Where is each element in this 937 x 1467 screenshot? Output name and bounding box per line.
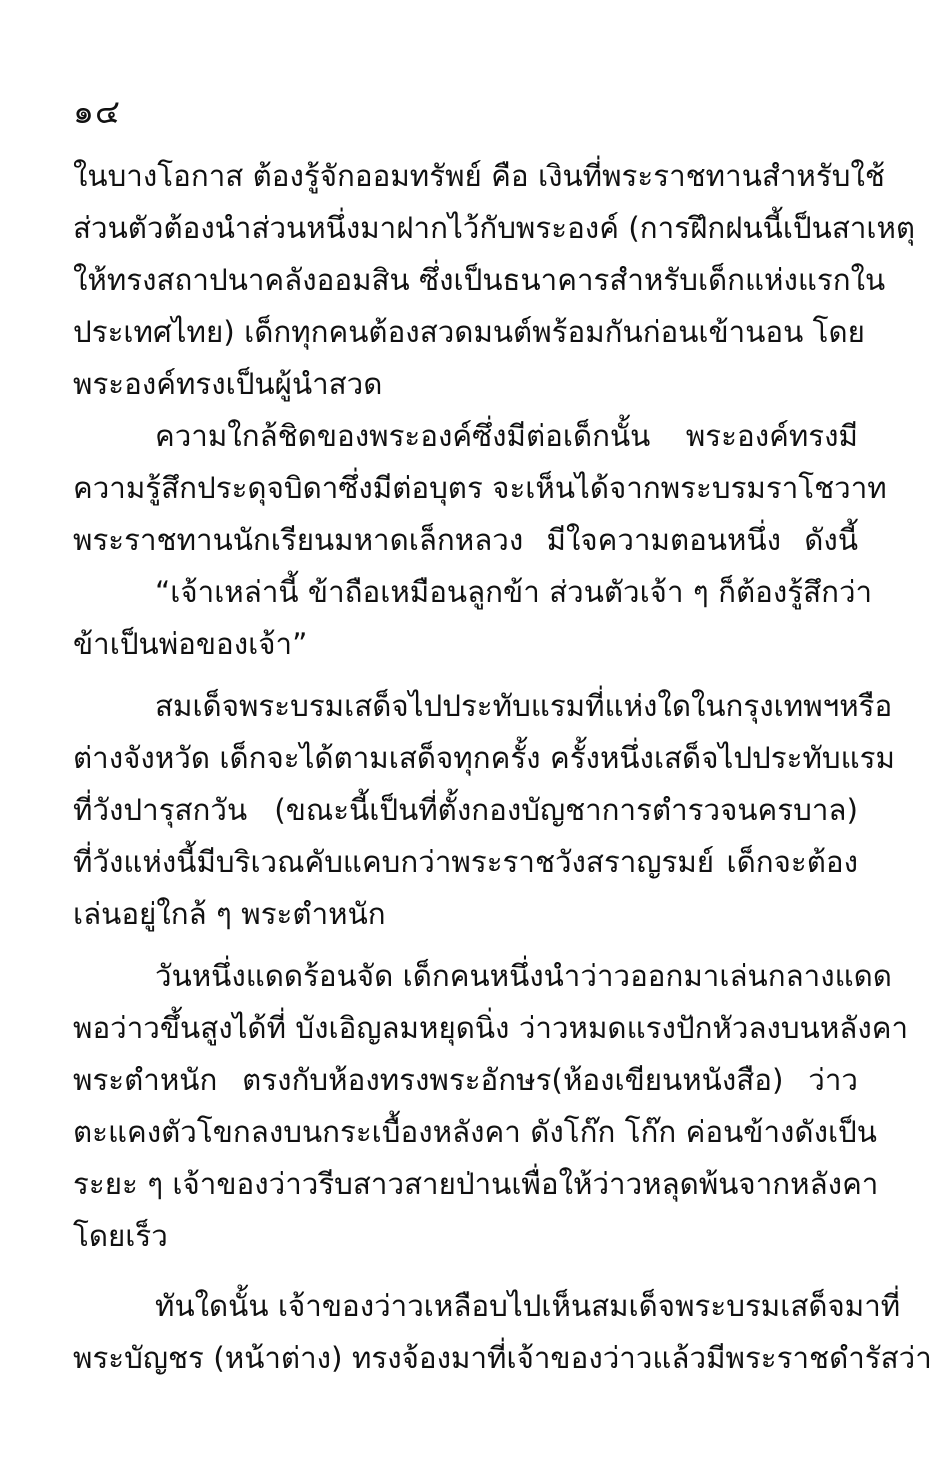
text-line: ประเทศไทย) เด็กทุกคนต้องสวดมนต์พร้อมกันก่อนเข้านอน โดย <box>73 315 865 349</box>
paragraph-first-line: ทันใดนั้น เจ้าของว่าวเหลือบไปเห็นสมเด็จพระบรมเสด็จมาที่ <box>155 1289 901 1323</box>
text-line: โดยเร็ว <box>73 1219 168 1253</box>
text-line: ตะแคงตัวโขกลงบนกระเบื้องหลังคา ดังโก๊ก โก๊ก ค่อนข้างดังเป็น <box>73 1115 877 1149</box>
text-line: พระราชทานนักเรียนมหาดเล็กหลวง มีใจความตอนหนึ่ง ดังนี้ <box>73 523 858 557</box>
text-line: ให้ทรงสถาปนาคลังออมสิน ซึ่งเป็นธนาคารสำหรับเด็กแห่งแรกใน <box>73 263 886 297</box>
text-line: ระยะ ๆ เจ้าของว่าวรีบสาวสายป่านเพื่อให้ว่าวหลุดพ้นจากหลังคา <box>73 1167 879 1201</box>
body-text <box>73 150 932 1384</box>
page-number: ๑๔ <box>73 92 121 131</box>
paragraph-first-line: วันหนึ่งแดดร้อนจัด เด็กคนหนึ่งนำว่าวออกมาเล่นกลางแดด <box>155 959 892 993</box>
text-line: พระองค์ทรงเป็นผู้นำสวด <box>73 367 383 401</box>
text-line: ส่วนตัวต้องนำส่วนหนึ่งมาฝากไว้กับพระองค์ (การฝึกฝนนี้เป็นสาเหตุ <box>73 211 916 245</box>
text-line: ที่วังปารุสกวัน (ขณะนี้เป็นที่ตั้งกองบัญชาการตำรวจนครบาล) <box>73 793 858 827</box>
quote-first-line: “เจ้าเหล่านี้ ข้าถือเหมือนลูกข้า ส่วนตัวเจ้า ๆ ก็ต้องรู้สึกว่า <box>155 575 873 609</box>
paragraph-first-line: สมเด็จพระบรมเสด็จไปประทับแรมที่แห่งใดในกรุงเทพฯหรือ <box>155 689 893 723</box>
text-line: ความรู้สึกประดุจบิดาซึ่งมีต่อบุตร จะเห็นได้จากพระบรมราโชวาท <box>73 471 887 505</box>
paragraph-first-line: ความใกล้ชิดของพระองค์ซึ่งมีต่อเด็กนั้น พระองค์ทรงมี <box>155 419 858 453</box>
text-line: พระบัญชร (หน้าต่าง) ทรงจ้องมาที่เจ้าของว่าวแล้วมีพระราชดำรัสว่า <box>73 1341 932 1375</box>
quote-last-line: ข้าเป็นพ่อของเจ้า” <box>73 627 308 661</box>
text-line: ที่วังแห่งนี้มีบริเวณคับแคบกว่าพระราชวังสราญรมย์ เด็กจะต้อง <box>73 845 858 879</box>
text-line: ในบางโอกาส ต้องรู้จักออมทรัพย์ คือ เงินที่พระราชทานสำหรับใช้ <box>73 159 885 193</box>
text-line: เล่นอยู่ใกล้ ๆ พระตำหนัก <box>73 897 386 931</box>
text-line: ต่างจังหวัด เด็กจะได้ตามเสด็จทุกครั้ง ครั้งหนึ่งเสด็จไปประทับแรม <box>73 741 895 775</box>
text-line: พระตำหนัก ตรงกับห้องทรงพระอักษร(ห้องเขียนหนังสือ) ว่าว <box>73 1063 858 1097</box>
text-line: พอว่าวขึ้นสูงได้ที่ บังเอิญลมหยุดนิ่ง ว่าวหมดแรงปักหัวลงบนหลังคา <box>73 1011 909 1045</box>
